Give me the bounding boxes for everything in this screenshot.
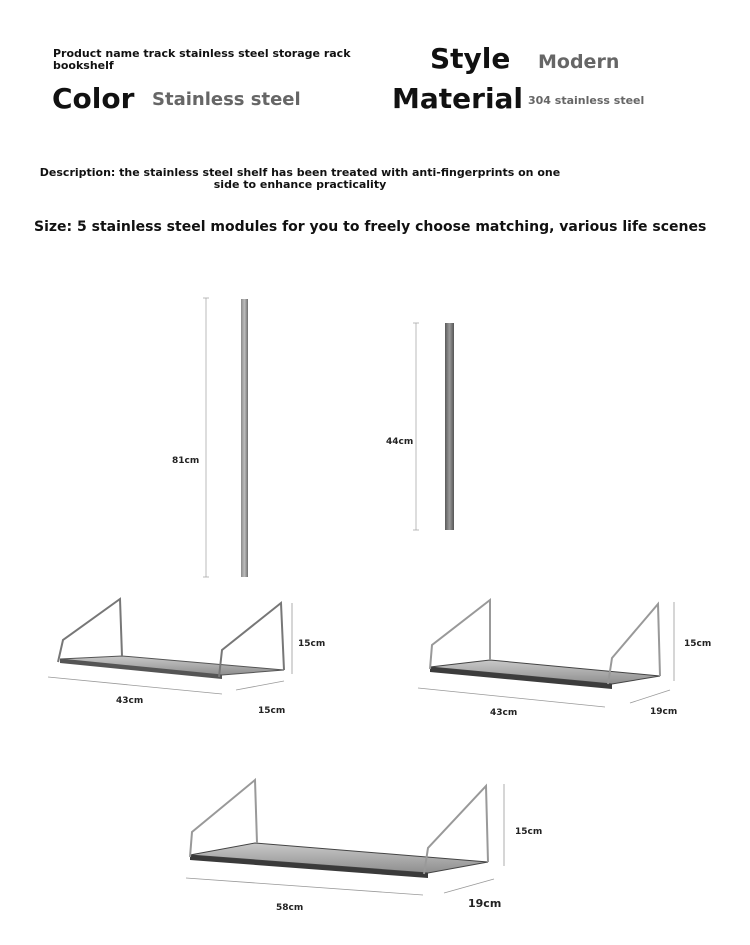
- material-value: 304 stainless steel: [528, 94, 645, 107]
- color-label: Color: [52, 82, 135, 115]
- dimension-line: [444, 879, 494, 893]
- shelf-b-length-label: 43cm: [490, 708, 518, 718]
- dimension-line: [236, 681, 284, 690]
- shelf-c: [186, 780, 542, 913]
- track-rail: [445, 323, 454, 530]
- style-value: Modern: [538, 51, 620, 73]
- track-short-height-label: 44cm: [386, 437, 414, 447]
- dimension-line: [418, 688, 605, 707]
- track-short: [386, 323, 454, 530]
- size-text: Size: 5 stainless steel modules for you to freely choose matching, various life scenes: [34, 219, 707, 235]
- shelf-b: [418, 600, 711, 718]
- dimension-line: [186, 878, 423, 895]
- shelf-a-depth-label: 15cm: [258, 706, 286, 716]
- shelf-c-depth-label: 19cm: [468, 897, 502, 910]
- product-name: Product name track stainless steel storage rack bookshelf: [53, 47, 351, 72]
- shelf-b-depth-label: 19cm: [650, 707, 678, 717]
- shelf-c-length-label: 58cm: [276, 903, 304, 913]
- color-value: Stainless steel: [152, 89, 301, 110]
- dimension-line: [48, 677, 222, 694]
- shelf-b-height-label: 15cm: [684, 639, 712, 649]
- track-long: [172, 298, 248, 577]
- dimension-line: [630, 690, 670, 703]
- description: Description: the stainless steel shelf has been treated with anti-fingerprints on one side to enhance practicality: [39, 166, 561, 191]
- shelf-bracket: [430, 600, 490, 669]
- material-label: Material: [392, 82, 524, 115]
- shelf-a-height-label: 15cm: [298, 639, 326, 649]
- shelf-bracket: [58, 599, 122, 662]
- shelf-c-height-label: 15cm: [515, 827, 543, 837]
- style-label: Style: [430, 42, 511, 75]
- track-long-height-label: 81cm: [172, 456, 200, 466]
- shelf-a: [48, 599, 325, 716]
- track-rail: [241, 299, 248, 577]
- shelf-a-length-label: 43cm: [116, 696, 144, 706]
